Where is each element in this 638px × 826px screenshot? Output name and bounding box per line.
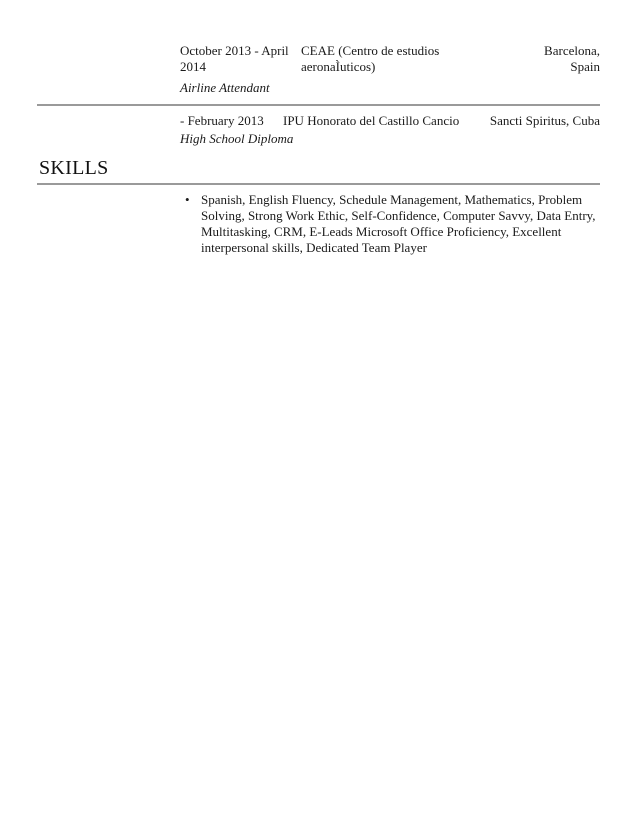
education-location-line2: Spain: [570, 59, 600, 74]
skills-item: Spanish, English Fluency, Schedule Management, Mathematics, Problem Solving, Strong Work Ethic, Self-Confidence, Computer Savvy, Data Entry, Multitasking, CRM, E-Leads Microsoft Office Proficiency, Excellent interpersonal skills, Dedicated Team Player: [201, 192, 596, 255]
education-dates: - February 2013: [180, 113, 264, 128]
education-location: Sancti Spiritus, Cuba: [489, 113, 600, 128]
education-location-line1: Barcelona,: [544, 43, 600, 58]
education-institution: IPU Honorato del Castillo Cancio: [283, 113, 460, 128]
section-divider: [37, 104, 600, 106]
education-dates-line2: 2014: [180, 59, 206, 74]
bullet-icon: •: [185, 192, 190, 207]
education-institution-line2: aeronaÌuticos): [301, 59, 376, 74]
skills-heading: SKILLS: [39, 157, 109, 179]
education-dates-line1: October 2013 - April: [180, 43, 289, 58]
section-divider: [37, 183, 600, 185]
education-institution-line1: CEAE (Centro de estudios: [301, 43, 440, 58]
education-credential: Airline Attendant: [180, 80, 270, 95]
education-credential: High School Diploma: [180, 131, 294, 146]
